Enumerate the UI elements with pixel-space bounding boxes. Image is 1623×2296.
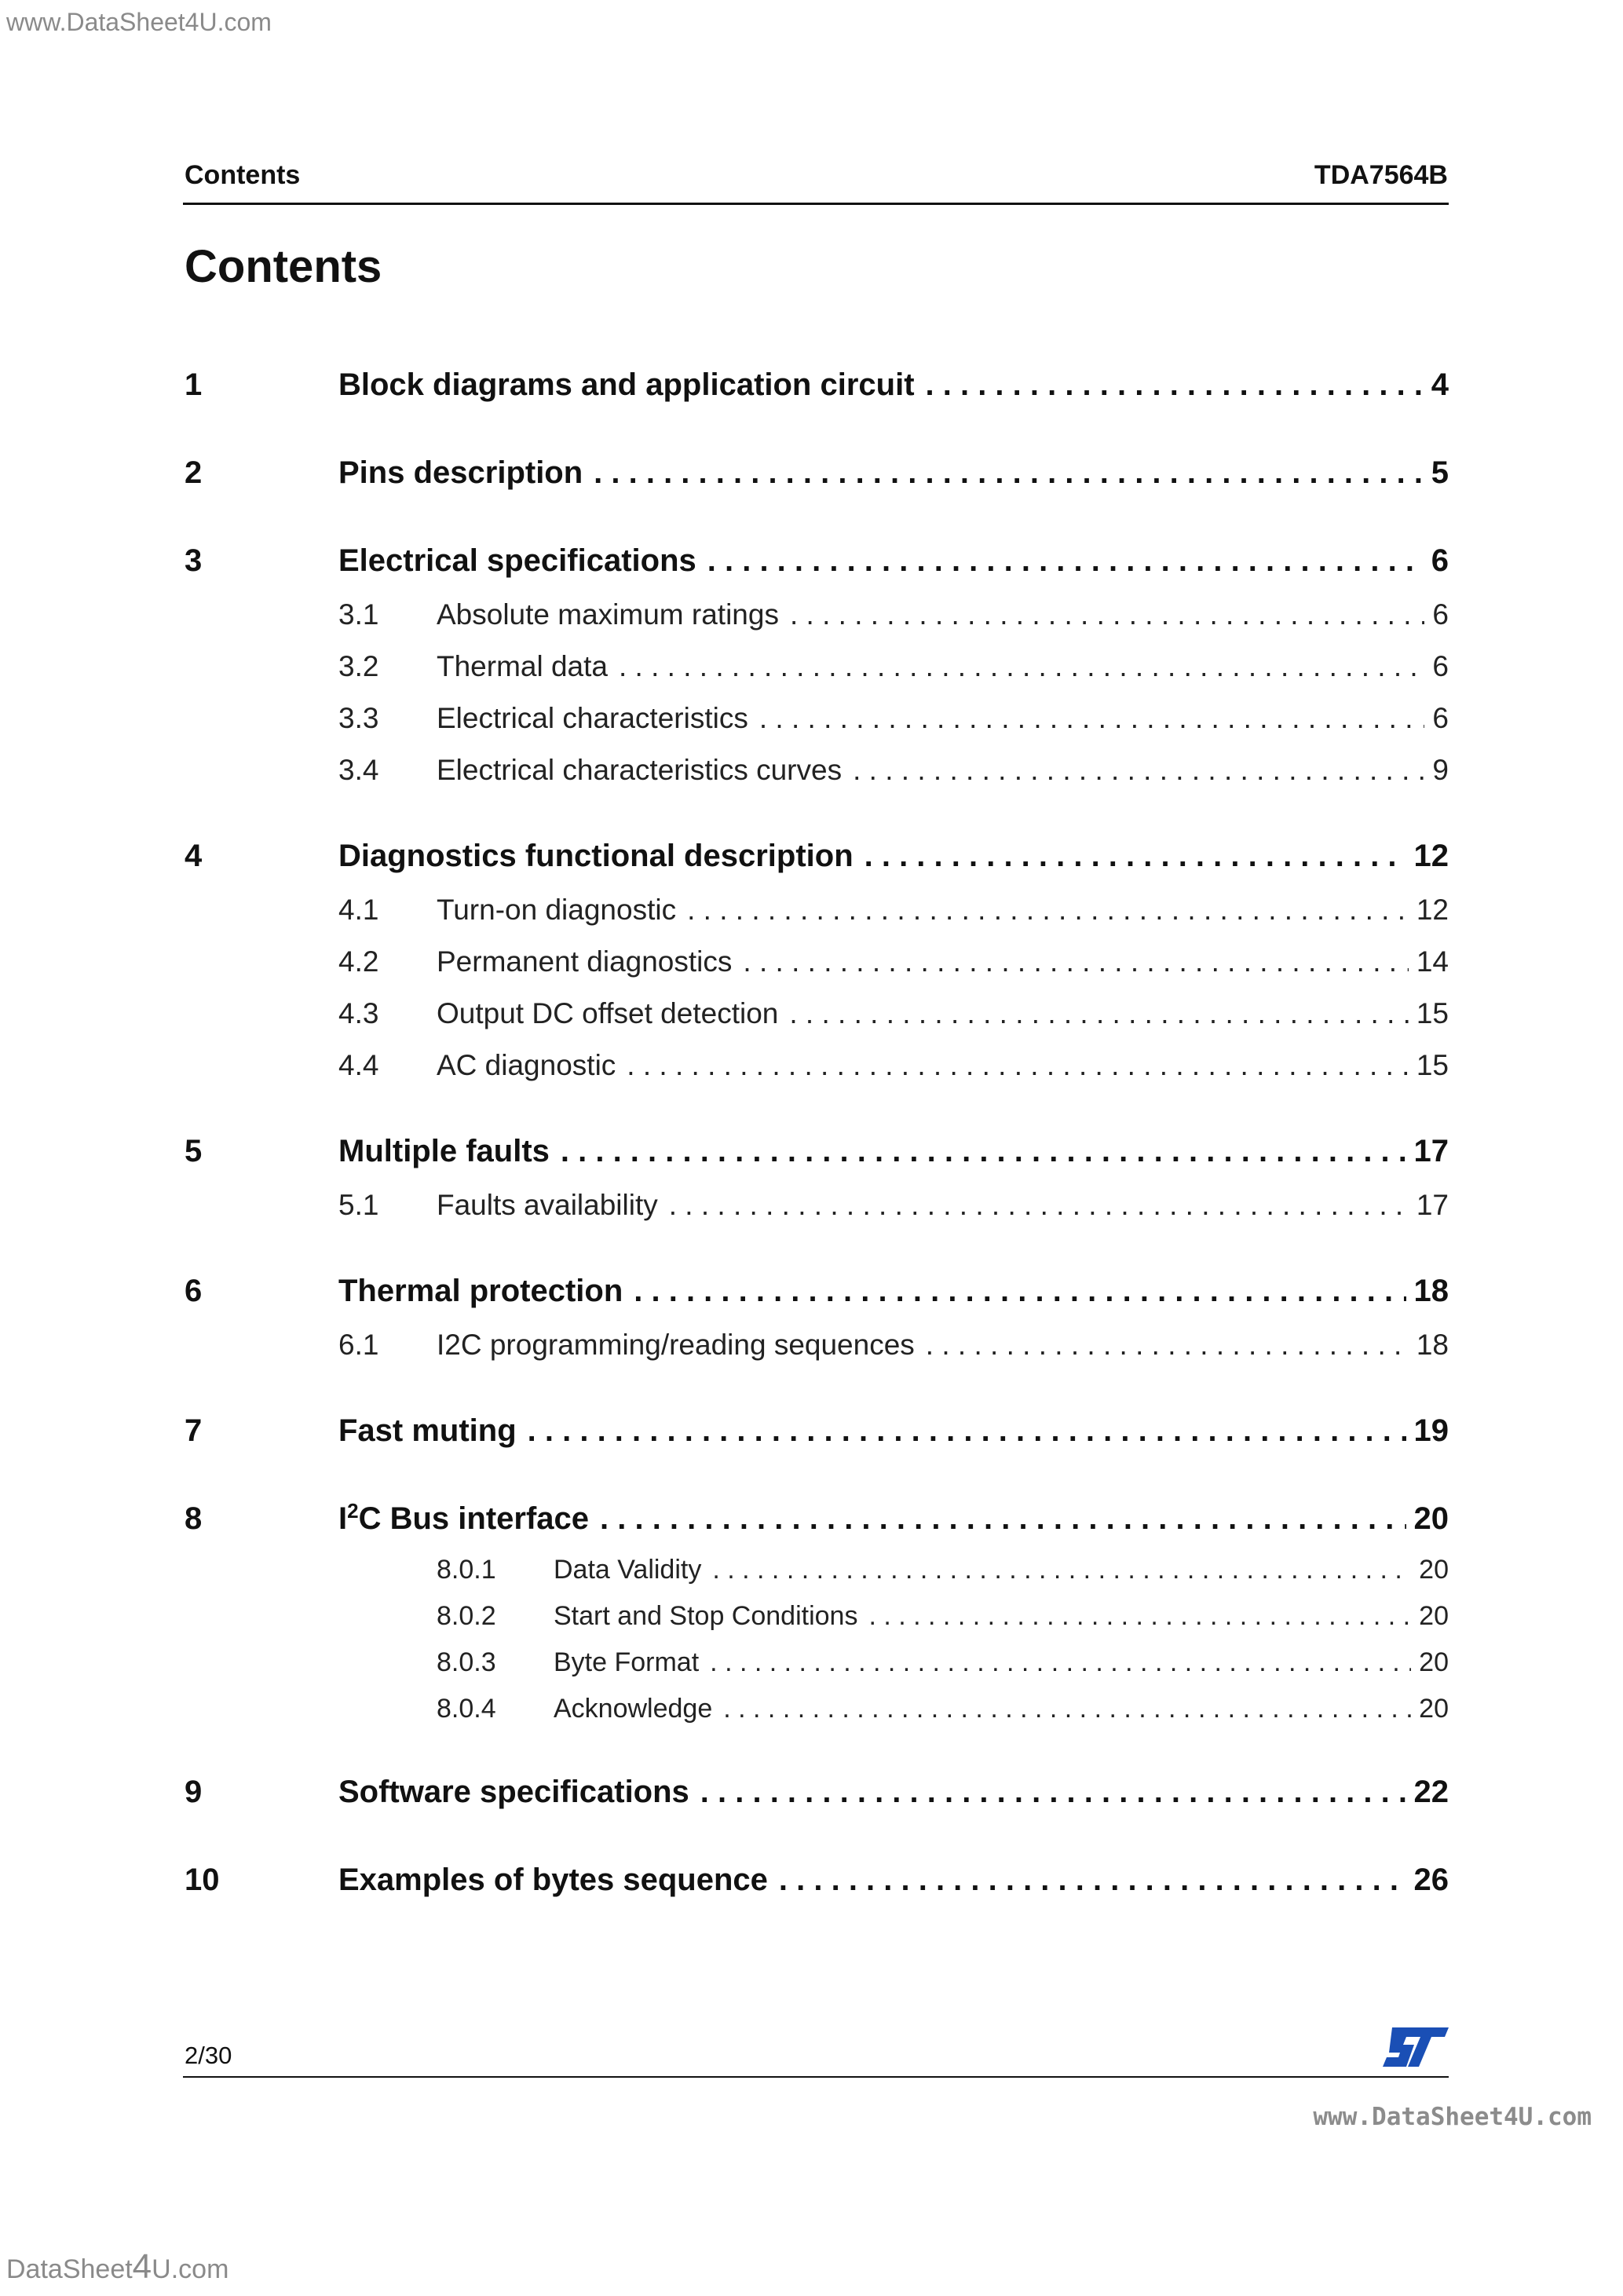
toc-page: 20	[1419, 1601, 1449, 1631]
running-header-section: Contents	[185, 160, 301, 190]
toc-page: 17	[1416, 1189, 1449, 1221]
toc-number: 7	[185, 1413, 203, 1448]
toc-leader	[723, 1694, 1411, 1724]
toc-page: 22	[1413, 1775, 1449, 1809]
toc-title-prefix: I	[338, 1501, 348, 1536]
toc-entry-10[interactable]	[183, 1863, 1449, 1898]
toc-title: Pins description	[338, 455, 583, 490]
toc-leader	[634, 1274, 1406, 1309]
toc-page: 17	[1413, 1134, 1449, 1168]
toc-entry-8[interactable]	[183, 1501, 1449, 1537]
toc-entry-8-0-4[interactable]	[183, 1694, 1449, 1724]
toc-title	[338, 1501, 600, 1537]
toc-number: 4.1	[338, 894, 379, 926]
toc-title: Thermal data	[437, 650, 608, 682]
footer-page-number: 2/30	[185, 2042, 232, 2069]
toc-title: Byte Format	[554, 1647, 700, 1677]
toc-leader	[669, 1189, 1409, 1222]
toc-leader	[712, 1555, 1411, 1585]
toc-number: 2	[185, 455, 203, 490]
toc-page: 6	[1432, 598, 1449, 631]
toc-page: 20	[1419, 1647, 1449, 1677]
toc-leader	[627, 1049, 1409, 1082]
toc-title: Diagnostics functional description	[338, 839, 854, 873]
toc-leader	[789, 997, 1408, 1030]
toc-number: 9	[185, 1775, 203, 1809]
toc-page: 6	[1432, 702, 1449, 734]
toc-page: 20	[1419, 1555, 1449, 1585]
toc-leader	[710, 1647, 1411, 1678]
toc-entry-3-2[interactable]	[183, 650, 1449, 683]
toc-title: Acknowledge	[554, 1694, 713, 1724]
toc-title: Data Validity	[554, 1555, 702, 1585]
toc-page: 6	[1431, 543, 1449, 578]
toc-number: 4.4	[338, 1049, 379, 1081]
toc-number: 5	[185, 1134, 203, 1168]
toc-entry-8-0-1[interactable]	[183, 1555, 1449, 1585]
toc-title: Block diagrams and application circuit	[338, 367, 915, 402]
toc-title: Thermal protection	[338, 1274, 623, 1308]
toc-page: 6	[1432, 650, 1449, 682]
toc-entry-3-4[interactable]	[183, 754, 1449, 787]
toc-entry-1[interactable]	[183, 367, 1449, 403]
page-title: Contents	[185, 241, 382, 292]
toc-title: AC diagnostic	[437, 1049, 616, 1081]
watermark-bottom-digit: 4	[132, 2247, 152, 2286]
toc-number: 10	[185, 1863, 220, 1897]
toc-leader	[779, 1863, 1406, 1898]
toc-entry-4-4[interactable]	[183, 1049, 1449, 1082]
toc-leader	[790, 598, 1424, 631]
toc-page: 26	[1413, 1863, 1449, 1897]
toc-title-suffix: C Bus interface	[358, 1501, 590, 1536]
toc-leader	[926, 1329, 1409, 1362]
toc-title-superscript: 2	[347, 1499, 359, 1523]
toc-page: 15	[1416, 1049, 1449, 1081]
toc-page: 9	[1432, 754, 1449, 786]
toc-entry-3-3[interactable]	[183, 702, 1449, 735]
toc-number: 6	[185, 1274, 203, 1308]
toc-page: 20	[1419, 1694, 1449, 1724]
toc-title: Software specifications	[338, 1775, 689, 1809]
toc-leader	[700, 1775, 1406, 1810]
watermark-right: www.DataSheet4U.com	[1313, 2103, 1592, 2131]
toc-entry-4[interactable]	[183, 839, 1449, 874]
toc-leader	[600, 1501, 1406, 1537]
toc-leader	[865, 839, 1406, 874]
toc-entry-2[interactable]	[183, 455, 1449, 491]
toc-entry-4-1[interactable]	[183, 894, 1449, 927]
toc-page: 20	[1413, 1501, 1449, 1536]
toc-entry-8-0-2[interactable]	[183, 1601, 1449, 1632]
toc-number: 3.1	[338, 598, 379, 631]
toc-leader	[868, 1601, 1411, 1632]
toc-entry-7[interactable]	[183, 1413, 1449, 1449]
toc-entry-4-3[interactable]	[183, 997, 1449, 1030]
watermark-bottom-post: U.com	[152, 2254, 229, 2284]
toc-entry-8-0-3[interactable]	[183, 1647, 1449, 1678]
toc-entry-5-1[interactable]	[183, 1189, 1449, 1222]
toc-entry-5[interactable]	[183, 1134, 1449, 1169]
toc-title: I2C programming/reading sequences	[437, 1329, 915, 1361]
st-logo-icon	[1383, 2026, 1449, 2068]
toc-number: 3.2	[338, 650, 379, 682]
toc-leader	[619, 650, 1424, 683]
toc-number: 4.3	[338, 997, 379, 1029]
toc-number: 8.0.2	[437, 1601, 496, 1631]
header-rule	[183, 203, 1449, 205]
toc-page: 19	[1413, 1413, 1449, 1448]
toc-number: 8	[185, 1501, 203, 1536]
watermark-bottom-pre: DataSheet	[6, 2254, 133, 2284]
toc-number: 3	[185, 543, 203, 578]
toc-number: 3.4	[338, 754, 379, 786]
toc-page: 12	[1416, 894, 1449, 926]
toc-title: Permanent diagnostics	[437, 945, 733, 978]
toc-title: Output DC offset detection	[437, 997, 779, 1029]
toc-title: Electrical specifications	[338, 543, 696, 578]
toc-number: 8.0.3	[437, 1647, 496, 1677]
toc-number: 8.0.1	[437, 1555, 496, 1585]
toc-entry-4-2[interactable]	[183, 945, 1449, 978]
toc-number: 3.3	[338, 702, 379, 734]
toc-leader	[759, 702, 1425, 735]
toc-number: 5.1	[338, 1189, 379, 1221]
footer-rule	[183, 2076, 1449, 2078]
toc-number: 1	[185, 367, 203, 402]
toc-title: Electrical characteristics	[437, 702, 748, 734]
toc-number: 8.0.4	[437, 1694, 496, 1724]
toc-entry-6-1[interactable]	[183, 1329, 1449, 1362]
toc-leader	[853, 754, 1424, 787]
toc-number: 6.1	[338, 1329, 379, 1361]
running-header-part-number: TDA7564B	[1314, 160, 1448, 190]
toc-page: 4	[1431, 367, 1449, 402]
toc-number: 4	[185, 839, 203, 873]
toc-page: 18	[1413, 1274, 1449, 1308]
toc-title: Multiple faults	[338, 1134, 550, 1168]
toc-entry-9[interactable]	[183, 1775, 1449, 1810]
toc-leader	[743, 945, 1408, 978]
toc-title: Faults availability	[437, 1189, 658, 1221]
toc-leader	[926, 367, 1424, 403]
toc-title: Turn-on diagnostic	[437, 894, 677, 926]
toc-entry-6[interactable]	[183, 1274, 1449, 1309]
toc-title: Examples of bytes sequence	[338, 1863, 768, 1897]
toc-title: Electrical characteristics curves	[437, 754, 843, 786]
toc-leader	[594, 455, 1424, 491]
toc-page: 12	[1413, 839, 1449, 873]
toc-page: 15	[1416, 997, 1449, 1029]
toc-title: Start and Stop Conditions	[554, 1601, 858, 1631]
toc-leader	[687, 894, 1409, 927]
watermark-bottom	[6, 2247, 228, 2287]
toc-number: 4.2	[338, 945, 379, 978]
toc-leader	[528, 1413, 1406, 1449]
toc-title: Absolute maximum ratings	[437, 598, 779, 631]
toc-entry-3-1[interactable]	[183, 598, 1449, 631]
toc-page: 14	[1416, 945, 1449, 978]
toc-title: Fast muting	[338, 1413, 517, 1448]
toc-leader	[707, 543, 1424, 579]
toc-entry-3[interactable]	[183, 543, 1449, 579]
toc-page: 18	[1416, 1329, 1449, 1361]
watermark-top: www.DataSheet4U.com	[6, 8, 272, 36]
toc-page: 5	[1431, 455, 1449, 490]
st-logo-shape	[1383, 2027, 1449, 2067]
toc-leader	[561, 1134, 1406, 1169]
